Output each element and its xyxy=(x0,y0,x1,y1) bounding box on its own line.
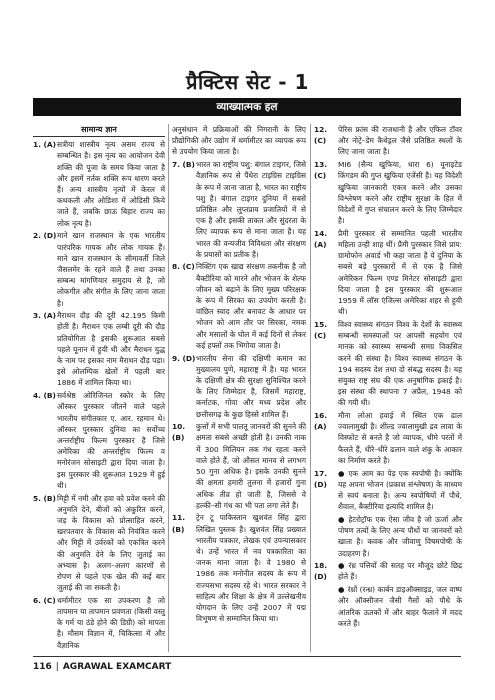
answer-number xyxy=(314,584,338,629)
answer-text: सर्वश्रेष्ठ ओरिजिनल स्कोर के लिए ऑस्कर पुरस्कार जीतने वाले पहले भारतीय संगीतकार ए. आर. रहमान थे। ऑस्कर पुरस्कार दुनिया का सर्वोच्च अन्तर्राष्ट्रीय फिल्म पुरस्कार है जिसे अमेरिका की अन्तर्राष्ट्रीय फिल्म व मनोरंजन सोसाइटी द्वारा दिया जाता है। इस पुरस्कार की शुरूआत 1929 में हुई थी। xyxy=(57,391,165,490)
column-divider xyxy=(310,124,311,652)
bullet-point xyxy=(338,514,462,559)
answer-item xyxy=(172,353,306,420)
answer-item xyxy=(33,139,165,229)
answer-number: 16. (A) xyxy=(314,411,328,432)
page-title: प्रैक्टिस सेट - 1 xyxy=(186,70,309,94)
answer-number: 11. (B) xyxy=(172,513,186,534)
column-2 xyxy=(172,124,306,626)
answer-item xyxy=(314,319,462,409)
answer-text: विश्व स्वास्थ्य संगठन विश्व के देशों के स्वास्थ्य सम्बन्धी समस्याओं पर आपसी सहयोग एवं मानक को स्वास्थ्य सम्बन्धी समग्र विकसित करने की संस्था है। विश्व स्वास्थ्य संगठन के 194 सदस्य देश तथा दो संबद्ध सदस्य है। यह संयुक्त राष्ट्र संघ की एक अनुषांगिक इकाई है। इस संस्था की स्थापना 7 अप्रैल, 1948 को की गयी थी। xyxy=(338,319,462,408)
answer-text: निक्टिंग एक खाद्य संरक्षण तकनीक है जो बैक्टीरिया को मारने और भोजन के शेल्फ जीवन को बढ़ाने के लिए मुख्य परिरक्षक के रूप में सिरका का उपयोग करती है। वांछित स्वाद और बनावट के आधार पर भोजन को आम तौर पर सिरका, नमक और मसालों के घोल में कई दिनों से लेकर कई हफ्तों तक भिगोया जाता है। xyxy=(196,262,306,350)
page-footer: 116 | AGRAWAL EXAMCART xyxy=(33,662,172,672)
section-heading: सामान्य ज्ञान xyxy=(33,124,165,137)
answer-number: 5. (B) xyxy=(33,493,56,503)
answer-text: भारत का राष्ट्रीय पशु: बंगाल टाइगर, जिसे वैज्ञानिक रूप से पैंथेरा टाइग्रिस टाइग्रिस के रूप में जाना जाता है, भारत का राष्ट्रीय पशु है। बंगाल टाइगर दुनिया में सबसे प्रतिष्ठित और लुप्तप्राय प्रजातियों में से एक है और इसकी ताकत और सुंदरता के लिए व्यापक रूप से माना जाता है। यह भारत की वन्यजीव विविधता और संरक्षण के प्रयासों का प्रतीक है। xyxy=(196,160,306,259)
answer-item xyxy=(33,493,165,594)
bullet-icon: ● xyxy=(338,514,346,524)
answer-text: पेरिस फ्रांस की राजधानी है और एफिल टॉवर और नोट्रे–डेम कैथेड्रल जैसे प्रतिष्ठित स्थलों के लिए जाना जाता है। xyxy=(338,125,462,157)
answer-item xyxy=(172,421,306,511)
answer-text: मौना लोआ हवाई में स्थित एक ढाल ज्वालामुखी है। शील्ड ज्वालामुखी द्रव लावा के विस्फोट से बनते है जो व्यापक, धीमे परतों में फैलते हैं, धीरे–धीरे ढलान वाले शंकु के आकार का निर्माण करते है। xyxy=(338,411,462,465)
answer-number: 12. (C) xyxy=(314,125,328,146)
answer-continuation: अनुसंधान में प्रक्रियाओं की निगरानी के लिए प्रौद्योगिकी और उद्योग में थर्मामीटर का व्यापक रूप से उपयोग किया जाता है। xyxy=(172,125,306,157)
answer-number: 18. (D) xyxy=(314,561,328,582)
answer-item xyxy=(172,261,306,351)
answer-number: 4. (B) xyxy=(33,391,56,401)
column-divider xyxy=(168,124,169,652)
bullet-icon: ● xyxy=(338,585,345,595)
answer-number: 9. (D) xyxy=(172,353,196,363)
answer-item xyxy=(33,230,165,308)
answer-item xyxy=(314,159,462,226)
answer-text: सत्रीया शास्त्रीय नृत्य असम राज्य से सम्बन्धित है। इस नृत्य का आयोजन देवी शक्ति की पूजा के समय किया जाता है और इसमें नर्तक शक्ति रूप धारण करते हैं। अन्य शास्त्रीय नृत्यों में केरल में कथकली और ओडिशा में ओडिसी किये जाते हैं, जबकि छाऊ बिहार राज्य का लोक नृत्य है। xyxy=(57,140,165,228)
answer-item xyxy=(314,410,462,466)
answer-item xyxy=(314,468,462,513)
answer-text: ट्रेन टू पाकिस्तान खुशवंत सिंह द्वारा लिखित पुस्तक है। खुशवंत सिंह प्रख्यात भारतीय पत्रकार, लेखक एवं उपन्यासकार थे। उन्हें भारत में नव पत्रकारिता का जनक माना जाता है। वे 1980 से 1986 तक मनोनीत सदस्य के रूप में राज्यसभा सदस्य रहे थे। भारत सरकार ने साहित्य और शिक्षा के क्षेत्र में उल्लेखनीय योगदान के लिए उन्हें 2007 में पद्म विभूषण से सम्मानित किया था। xyxy=(196,513,306,624)
bullet-point xyxy=(338,468,462,513)
answer-item xyxy=(314,514,462,559)
answer-item xyxy=(33,595,165,651)
bullet-text: हेटरोट्रॉफ एक ऐसा जीव है जो ऊर्जा और पोषण तत्वों के लिए अन्य पौधों या जानवरों को खाता है। कवक और जीवाणु विषमपोषी के उदाहरण है। xyxy=(338,514,463,558)
bullet-icon: ● xyxy=(338,561,346,571)
answer-number: 13. (C) xyxy=(314,160,328,181)
answer-number: 3. (A) xyxy=(33,311,56,321)
answer-text: माने खान राजस्थान के एक भारतीय पारंपरिक गायक और लोक गायक हैं। माने खान राजस्थान के सीमावर्ती जिले जैसलमेर के रहने वाले हैं तथा उनका सम्बन्ध मांगणियार समुदाय से है, जो लोकगीत और संगीत के लिए जाना जाता है। xyxy=(57,231,165,308)
bullet-text: एक आम का पेड़ एक स्वपोषी है। क्योंकि यह अपना भोजन (प्रकाश संश्लेषण) के माध्यम से स्वयं बनाता है। अन्य स्वपोषियों में पौधे, शैवाल, बैक्टीरिया इत्यादि शामिल है। xyxy=(338,468,462,512)
answer-text: प्रैमी पुरस्कार से सम्मानित पहली भारतीय महिला उन्ही शाह थीं। प्रैमी पुरस्कार जिसे प्राय: ग्रामोफोन अवार्ड भी कहा जाता है ये दुनिया के सबसे बड़े पुरस्कारों में से एक है जिसे अमेरिकन फिल्म एण्ड मिनेटर सोसाइटी द्वारा दिया जाता है इस पुरस्कार की शुरूआत 1959 में लॉस एंजिल्स अमेरिका शहर से हुयी थी। xyxy=(338,228,462,317)
bullet-point xyxy=(338,560,462,582)
column-1 xyxy=(33,124,165,652)
answer-number: 14. (A) xyxy=(314,228,328,250)
bullet-text: रंध्रों (रन्ध्र) कार्बन डाइऑक्साइड, जल वाष्प और ऑक्सीजन जैसी गैसों को पौधे के आंतरिक ऊतकों में और बाहर फैलाने में मदद करते हैं। xyxy=(338,585,462,628)
answer-number: 17. (D) xyxy=(314,468,328,489)
answer-number: 15. (C) xyxy=(314,319,328,341)
bullet-icon: ● xyxy=(338,468,346,478)
answer-item xyxy=(314,560,462,582)
answer-text: मिट्टी में नमी और हवा को प्रवेश करने की अनुमति देने, बीजों को अंकुरित करने, जड़ के विकास को प्रोत्साहित करने, खरपतवार के विकास को नियंत्रित करने और मिट्टी में उर्वरकों को एकत्रित करने की अनुमति देने के लिए जुताई का अभ्यास है। अलग–अलग कारणों से रोपण से पहले एक खेत की कई बार जुताई की जा सकती है। xyxy=(57,493,165,593)
answer-item xyxy=(314,584,462,629)
answer-number: 6. (C) xyxy=(33,595,56,605)
page-number: 116 xyxy=(33,662,52,672)
answer-item xyxy=(33,310,165,388)
answer-number: 8. (C) xyxy=(172,262,195,272)
answer-number xyxy=(314,514,338,559)
answer-item xyxy=(314,228,462,318)
answer-item xyxy=(33,390,165,491)
answer-item xyxy=(314,124,462,158)
answer-number: 10. (B) xyxy=(172,422,186,443)
section-banner: व्याख्यात्मक हल xyxy=(33,98,461,116)
footer-rule xyxy=(33,656,461,657)
answer-number: 2. (D) xyxy=(33,231,57,241)
answer-item xyxy=(172,159,306,260)
brand-name: AGRAWAL EXAMCART xyxy=(62,662,172,672)
answer-text: थर्मामीटर एक सा उपकरण है जो तापमान या तापमान प्रवणता (किसी वस्तु के गर्म या ठंडे होने की डिग्री) को मापता है। मौसम विज्ञान में, चिकित्सा में और वैज्ञानिक xyxy=(57,595,165,650)
answer-number: 1. (A) xyxy=(33,140,56,150)
answer-text: MI6 (सैन्य खुफिया, धारा 6) यूनाइटेड किंगडम की गुप्त खुफिया एजेंसी है। यह विदेशी खुफिया जानकारी एकत्र करने और उसका विश्लेषण करने और राष्ट्रीय सुरक्षा के हित में विदेशों में गुप्त संचालन करने के लिए जिम्मेदार है। xyxy=(338,160,462,226)
bullet-point xyxy=(338,584,462,629)
answer-text: मैराथन दौड़ की दूरी 42.195 किमी होती है। मैराथन एक लम्बी दूरी की दौड़ प्रतियोगिता है इसकी शुरूआत सबसे पहले यूनान में हुयी थी और मैराथन युद्ध के नाम पर इसका नाम मैराथन दौड़ पड़ा। इसे ओलम्पिक खेलों में पहली बार 1886 में शामिल किया था। xyxy=(57,311,165,388)
answer-text: भारतीय सेना की दक्षिणी कमान का मुख्यालय पुणे, महाराष्ट्र में है। यह भारत के दक्षिणी क्षेत्र की सुरक्षा सुनिश्चित करने के लिए जिम्मेदार है, जिसमें महाराष्ट्र, कर्नाटक, गोवा और मध्य प्रदेश और छत्तीसगढ़ के कुछ हिस्से शामिल हैं। xyxy=(196,353,306,419)
answer-item xyxy=(172,512,306,624)
bullet-text: रंध्र पत्तियों की सतह पर मौजूद छोटे छिद्र होते हैं। xyxy=(338,561,462,582)
answer-text: कुत्तों में सभी पालतू जानवरों की सुनने की क्षमता सबसे अच्छी होती है। उनकी नाक में 300 मिलियन तक गंध रहता करने वाले होते हैं, जो औसत मानव से लगभग 50 गुना अधिक है। इसके उनकी सुनने की क्षमता हमारी तुलना में हजारों गुना अधिक तीव्र हो जाती है, जिससे वे हल्की–सी गंध का भी पता लगा लेते हैं। xyxy=(196,422,306,510)
column-3 xyxy=(314,124,462,630)
answer-number: 7. (B) xyxy=(172,160,195,170)
